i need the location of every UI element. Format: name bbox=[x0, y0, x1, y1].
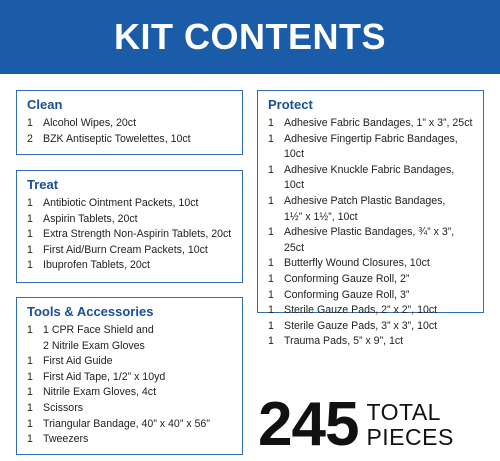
pieces-word: PIECES bbox=[366, 424, 454, 450]
total-number: 245 bbox=[258, 390, 359, 459]
item-description: Triangular Bandage, 40” x 40” x 56” bbox=[43, 417, 210, 430]
item-description: Aspirin Tablets, 20ct bbox=[43, 212, 138, 225]
list-item bbox=[268, 334, 473, 350]
item-quantity: 1 bbox=[27, 212, 33, 225]
item-description: Conforming Gauze Roll, 2” bbox=[284, 272, 410, 285]
item-description: Scissors bbox=[43, 401, 84, 414]
item-quantity: 1 bbox=[268, 335, 274, 348]
item-description: Alcohol Wipes, 20ct bbox=[43, 117, 137, 129]
section-treat bbox=[16, 170, 243, 283]
item-description: Trauma Pads, 5” x 9”, 1ct bbox=[284, 335, 404, 348]
item-quantity: 1 bbox=[27, 324, 33, 336]
list-item bbox=[268, 132, 473, 163]
list-item bbox=[27, 354, 232, 370]
list-item bbox=[268, 319, 473, 335]
item-quantity: 1 bbox=[268, 117, 274, 129]
item-description: Extra Strength Non-Aspirin Tablets, 20ct bbox=[43, 228, 232, 241]
header-banner bbox=[0, 0, 500, 74]
item-quantity: 1 bbox=[268, 288, 274, 301]
list-item bbox=[27, 417, 232, 433]
list-item bbox=[27, 385, 232, 401]
item-list bbox=[27, 116, 232, 147]
item-description: Ibuprofen Tablets, 20ct bbox=[43, 259, 150, 272]
item-quantity: 1 bbox=[27, 433, 33, 446]
item-description: First Aid Tape, 1/2” x 10yd bbox=[43, 370, 166, 383]
item-description: Sterile Gauze Pads, 2” x 2”, 10ct bbox=[284, 304, 438, 317]
total-label bbox=[366, 400, 453, 450]
item-quantity: 1 bbox=[268, 194, 274, 207]
list-item bbox=[268, 256, 473, 272]
item-description: Adhesive Plastic Bandages, ¾” x 3”, 25ct bbox=[284, 226, 455, 254]
list-item bbox=[27, 116, 232, 132]
item-list bbox=[27, 196, 232, 274]
item-quantity: 1 bbox=[27, 243, 33, 256]
item-quantity: 1 bbox=[268, 272, 274, 285]
total-pieces bbox=[258, 392, 484, 458]
list-item bbox=[27, 196, 232, 212]
list-item bbox=[27, 132, 232, 148]
section-title: Protect bbox=[268, 97, 313, 112]
item-quantity: 1 bbox=[27, 417, 33, 430]
total-word: TOTAL bbox=[366, 399, 441, 425]
section-tools-accessories bbox=[16, 297, 243, 455]
list-item bbox=[27, 323, 232, 354]
section-title: Treat bbox=[27, 177, 59, 192]
item-quantity: 1 bbox=[268, 226, 274, 239]
item-description: Antibiotic Ointment Packets, 10ct bbox=[43, 197, 199, 209]
list-item bbox=[27, 432, 232, 448]
list-item bbox=[27, 227, 232, 243]
list-item bbox=[268, 272, 473, 288]
item-quantity: 1 bbox=[268, 257, 274, 270]
item-description: First Aid/Burn Cream Packets, 10ct bbox=[43, 243, 208, 256]
list-item bbox=[268, 116, 473, 132]
item-description: Conforming Gauze Roll, 3” bbox=[284, 288, 410, 301]
item-description: Tweezers bbox=[43, 433, 89, 446]
item-description: Adhesive Patch Plastic Bandages, 1½” x 1½”, 10ct bbox=[284, 194, 446, 223]
list-item bbox=[268, 194, 473, 225]
item-quantity: 1 bbox=[268, 163, 274, 176]
item-quantity: 1 bbox=[27, 355, 33, 368]
item-description: Adhesive Fabric Bandages, 1” x 3”, 25ct bbox=[284, 117, 473, 129]
item-quantity: 1 bbox=[27, 386, 33, 399]
item-description: BZK Antiseptic Towelettes, 10ct bbox=[43, 132, 191, 145]
page-title: KIT CONTENTS bbox=[114, 16, 386, 57]
list-item bbox=[268, 163, 473, 194]
list-item bbox=[27, 401, 232, 417]
item-description: Nitrile Exam Gloves, 4ct bbox=[43, 386, 157, 399]
item-description: First Aid Guide bbox=[43, 355, 113, 368]
item-list bbox=[268, 116, 473, 350]
list-item bbox=[27, 258, 232, 274]
section-title: Clean bbox=[27, 97, 63, 112]
section-clean bbox=[16, 90, 243, 155]
item-quantity: 1 bbox=[27, 228, 33, 241]
item-quantity: 1 bbox=[27, 370, 33, 383]
item-quantity: 1 bbox=[268, 132, 274, 145]
item-description: Adhesive Fingertip Fabric Bandages, 10ct bbox=[284, 132, 458, 161]
item-description: Adhesive Knuckle Fabric Bandages, 10ct bbox=[284, 163, 455, 192]
item-quantity: 1 bbox=[27, 259, 33, 272]
item-list bbox=[27, 323, 232, 448]
item-quantity: 1 bbox=[27, 117, 33, 129]
item-description: Sterile Gauze Pads, 3” x 3”, 10ct bbox=[284, 319, 438, 332]
list-item bbox=[268, 303, 473, 319]
item-description: Butterfly Wound Closures, 10ct bbox=[284, 257, 430, 270]
item-quantity: 1 bbox=[27, 197, 33, 209]
section-protect bbox=[257, 90, 484, 348]
section-title: Tools & Accessories bbox=[27, 304, 154, 319]
item-quantity: 1 bbox=[268, 304, 274, 317]
list-item bbox=[268, 225, 473, 256]
item-quantity: 2 bbox=[27, 132, 33, 145]
item-quantity: 1 bbox=[268, 319, 274, 332]
list-item bbox=[27, 370, 232, 386]
item-quantity: 1 bbox=[27, 401, 33, 414]
list-item bbox=[27, 212, 232, 228]
list-item bbox=[268, 288, 473, 304]
item-description: 1 CPR Face Shield and 2 Nitrile Exam Gloves bbox=[43, 324, 154, 352]
list-item bbox=[27, 243, 232, 259]
